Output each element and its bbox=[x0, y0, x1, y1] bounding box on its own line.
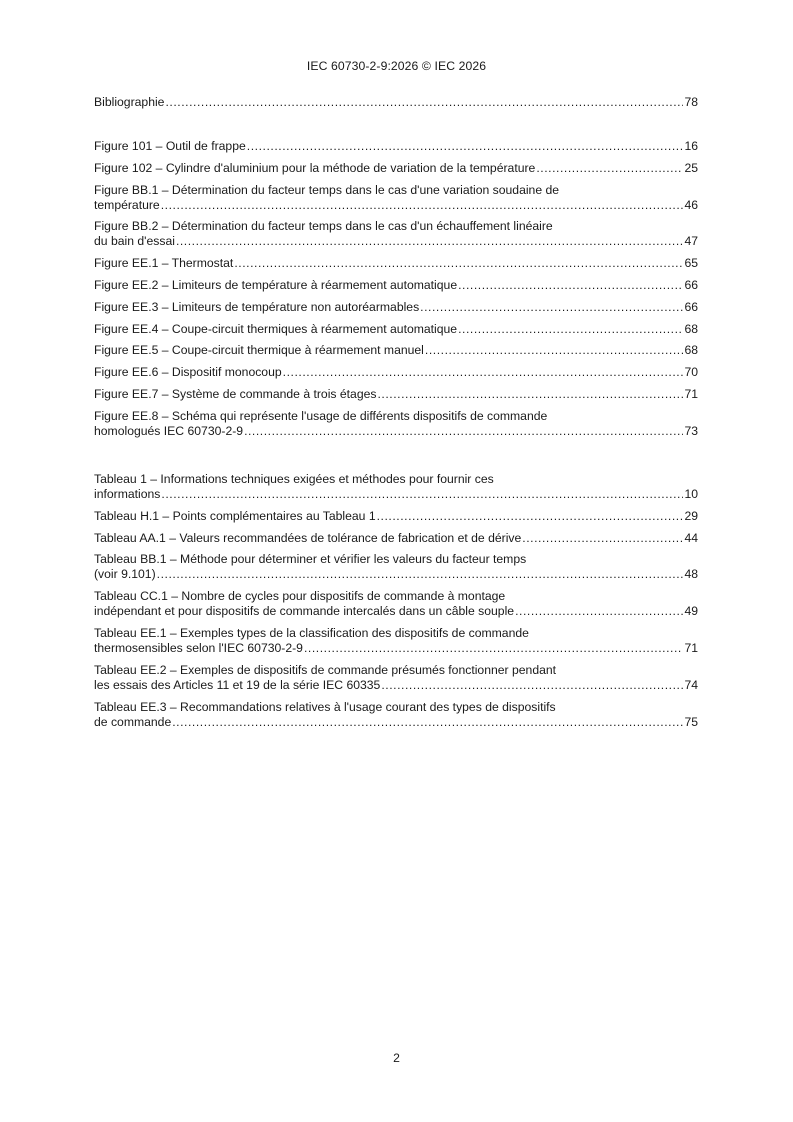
toc-entry bbox=[94, 700, 698, 730]
toc-entry bbox=[94, 139, 698, 154]
dot-leader bbox=[381, 678, 683, 693]
toc-entry-title: Figure EE.7 – Système de commande à trois étages bbox=[94, 386, 377, 401]
toc-entry-title: thermosensibles selon l'IEC 60730-2-9 bbox=[94, 640, 303, 655]
dot-leader bbox=[425, 343, 684, 358]
toc-entry bbox=[94, 256, 698, 271]
toc-entry-title-line: Figure BB.1 – Détermination du facteur temps dans le cas d'une variation soudaine de bbox=[94, 182, 560, 197]
toc-entry-title-line: Tableau CC.1 – Nombre de cycles pour dispositifs de commande à montage bbox=[94, 589, 506, 604]
toc-entry bbox=[94, 387, 698, 402]
dot-leader bbox=[536, 161, 683, 176]
toc-entry-title-line: Tableau EE.3 – Recommandations relatives à l'usage courant des types de dispositifs bbox=[94, 699, 556, 714]
toc-entry bbox=[94, 552, 698, 582]
toc-entry-title: Figure EE.1 – Thermostat bbox=[94, 256, 234, 271]
toc-entry bbox=[94, 409, 698, 439]
figures-list bbox=[94, 139, 698, 439]
toc-entry-title: les essais des Articles 11 et 19 de la série IEC 60335 bbox=[94, 677, 381, 692]
page-number: 2 bbox=[393, 1051, 400, 1065]
toc-entry-page: 78 bbox=[684, 95, 698, 109]
toc-entry-page: 68 bbox=[684, 321, 698, 336]
toc-entry-title: indépendant et pour dispositifs de commande intercalés dans un câble souple bbox=[94, 604, 515, 619]
dot-leader bbox=[522, 531, 683, 546]
toc-entry bbox=[94, 663, 698, 693]
dot-leader bbox=[420, 300, 683, 315]
toc-entry-page: 16 bbox=[684, 139, 698, 153]
toc-entry-page: 68 bbox=[684, 343, 698, 358]
bibliography-list bbox=[94, 95, 698, 110]
toc-entry-title-line: Tableau EE.1 – Exemples types de la classification des dispositifs de commande bbox=[94, 625, 529, 640]
toc-entry bbox=[94, 161, 698, 176]
toc-entry-page: 29 bbox=[684, 508, 698, 523]
toc-entry bbox=[94, 472, 698, 502]
toc-entry-title: Figure EE.6 – Dispositif monocoup bbox=[94, 365, 282, 380]
toc-entry-title: Figure EE.5 – Coupe-circuit thermique à réarmement manuel bbox=[94, 343, 424, 358]
toc-entry-page: 71 bbox=[684, 640, 698, 655]
toc-entry bbox=[94, 626, 698, 656]
toc-entry-page: 47 bbox=[684, 234, 698, 249]
dot-leader bbox=[458, 278, 683, 293]
toc-entry-page: 75 bbox=[684, 714, 698, 729]
toc-entry-title: Figure EE.2 – Limiteurs de température à réarmement automatique bbox=[94, 277, 458, 292]
tables-list bbox=[94, 472, 698, 730]
toc-entry-title: Tableau AA.1 – Valeurs recommandées de tolérance de fabrication et de dérive bbox=[94, 530, 522, 545]
toc-entry-page: 44 bbox=[684, 530, 698, 545]
toc-entry-title-line: Figure BB.2 – Détermination du facteur temps dans le cas d'un échauffement linéaire bbox=[94, 219, 553, 234]
toc-entry-title: Figure 102 – Cylindre d'aluminium pour la méthode de variation de la température bbox=[94, 160, 536, 175]
dot-leader bbox=[283, 365, 684, 380]
dot-leader bbox=[304, 641, 683, 656]
dot-leader bbox=[247, 139, 684, 154]
dot-leader bbox=[234, 256, 683, 271]
dot-leader bbox=[378, 387, 684, 402]
toc-entry bbox=[94, 343, 698, 358]
toc-entry-page: 74 bbox=[684, 677, 698, 692]
dot-leader bbox=[458, 322, 683, 337]
toc-entry-title-line: Tableau 1 – Informations techniques exigées et méthodes pour fournir ces bbox=[94, 472, 494, 486]
toc-entry-page: 66 bbox=[684, 277, 698, 292]
toc-entry-title: Tableau H.1 – Points complémentaires au Tableau 1 bbox=[94, 508, 376, 523]
toc-entry bbox=[94, 219, 698, 249]
dot-leader bbox=[161, 198, 684, 213]
toc-entry bbox=[94, 531, 698, 546]
toc-entry-page: 49 bbox=[684, 604, 698, 619]
toc-entry-page: 10 bbox=[684, 487, 698, 501]
toc-entry-page: 48 bbox=[684, 567, 698, 582]
toc-entry bbox=[94, 365, 698, 380]
dot-leader bbox=[157, 567, 684, 582]
toc-entry-title: homologués IEC 60730-2-9 bbox=[94, 423, 244, 438]
toc-entry-title-line: Tableau EE.2 – Exemples de dispositifs de commande présumés fonctionner pendant bbox=[94, 662, 557, 677]
toc-entry-page: 71 bbox=[684, 386, 698, 401]
toc-entry-title: Figure EE.4 – Coupe-circuit thermiques à réarmement automatique bbox=[94, 321, 458, 336]
toc-entry-title: du bain d'essai bbox=[94, 234, 175, 249]
toc-entry-title: Figure 101 – Outil de frappe bbox=[94, 139, 246, 153]
dot-leader bbox=[515, 604, 683, 619]
dot-leader bbox=[377, 509, 684, 524]
toc-entry bbox=[94, 509, 698, 524]
toc-entry bbox=[94, 322, 698, 337]
toc-entry bbox=[94, 589, 698, 619]
toc-entry-page: 66 bbox=[684, 299, 698, 314]
toc-entry-page: 25 bbox=[684, 160, 698, 175]
toc-entry-title: informations bbox=[94, 487, 161, 501]
toc-entry-title: Figure EE.3 – Limiteurs de température non autoréarmables bbox=[94, 299, 420, 314]
toc-entry-page: 70 bbox=[684, 365, 698, 380]
toc-entry-page: 46 bbox=[684, 197, 698, 212]
toc-entry-page: 73 bbox=[684, 423, 698, 438]
toc-entry-title: Bibliographie bbox=[94, 95, 165, 109]
toc-entry bbox=[94, 183, 698, 213]
toc-entry-title-line: Tableau BB.1 – Méthode pour déterminer et vérifier les valeurs du facteur temps bbox=[94, 552, 527, 567]
dot-leader bbox=[244, 424, 683, 439]
toc-entry-title: de commande bbox=[94, 714, 172, 729]
dot-leader bbox=[165, 95, 683, 110]
toc-entry bbox=[94, 300, 698, 315]
dot-leader bbox=[161, 487, 683, 502]
dot-leader bbox=[172, 715, 683, 730]
toc-entry bbox=[94, 278, 698, 293]
toc-entry-title-line: Figure EE.8 – Schéma qui représente l'usage de différents dispositifs de commande bbox=[94, 408, 548, 423]
page-header: IEC 60730-2-9:2026 © IEC 2026 bbox=[306, 59, 487, 73]
toc-entry-page: 65 bbox=[684, 256, 698, 271]
toc-entry-title: température bbox=[94, 197, 160, 212]
toc-entry bbox=[94, 95, 698, 110]
toc-entry-title: (voir 9.101) bbox=[94, 567, 156, 582]
dot-leader bbox=[176, 234, 684, 249]
